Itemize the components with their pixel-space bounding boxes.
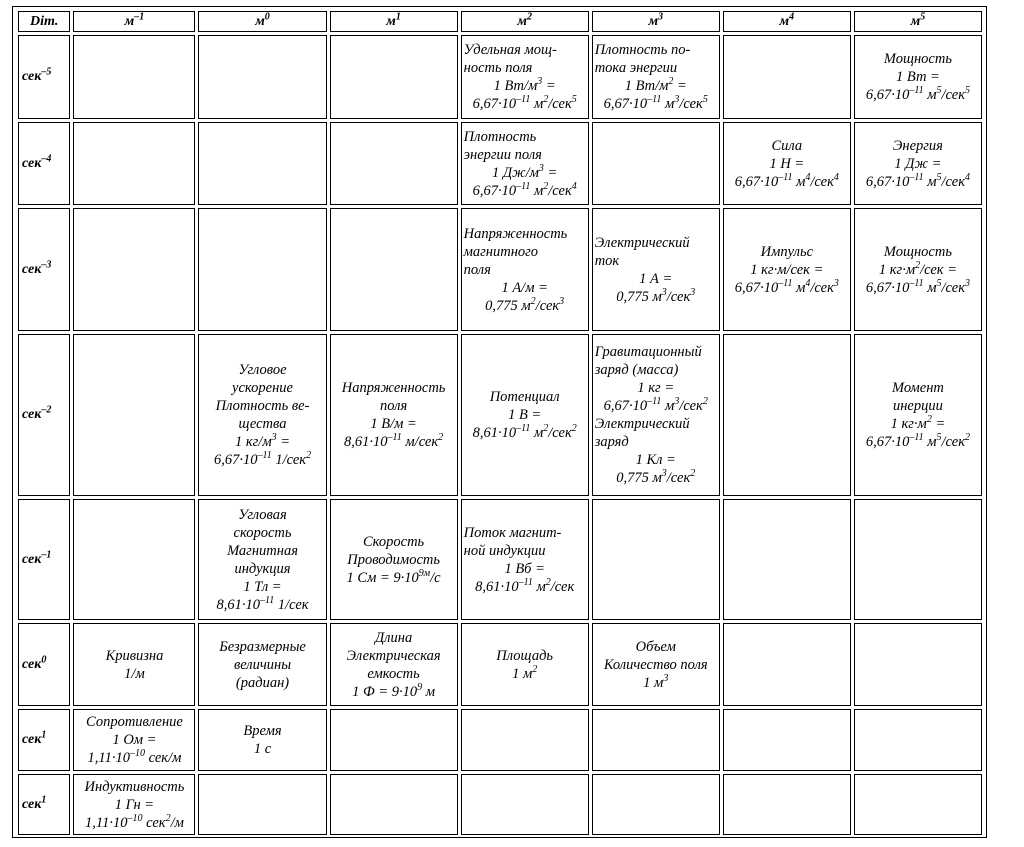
cell-line: скорость bbox=[233, 524, 292, 541]
cell-line: величины bbox=[233, 656, 292, 673]
cell-line: 0,775 $м^3/сек^3$ bbox=[616, 286, 696, 305]
table-cell bbox=[854, 499, 982, 620]
dimension-table bbox=[15, 8, 985, 838]
table-cell bbox=[330, 709, 458, 771]
cell-line: 1 Вб = bbox=[504, 560, 545, 577]
table-row bbox=[18, 122, 982, 205]
table-cell bbox=[592, 499, 720, 620]
cell-line: $1,11\cdot 10^{-10}$ сек/м bbox=[87, 748, 182, 766]
cell-line: емкость bbox=[367, 665, 420, 682]
cell-line: 1 кг = bbox=[637, 380, 675, 396]
cell-line: $6,67\cdot 10^{-11}$ $м^5/сек^2$ bbox=[865, 432, 970, 450]
cell-line: $6,67\cdot 10^{-11}$ $м^3/сек^5$ bbox=[603, 94, 708, 112]
table-cell bbox=[854, 35, 982, 119]
cell-line: 1 А = bbox=[639, 270, 673, 287]
cell-line: Момент bbox=[891, 380, 944, 396]
table-cell bbox=[73, 35, 195, 119]
cell-line: 1 Кл = bbox=[635, 452, 676, 468]
table-row bbox=[18, 623, 982, 706]
table-cell bbox=[592, 774, 720, 835]
header-exponent: 3 bbox=[658, 10, 664, 22]
cell-line: Безразмерные bbox=[219, 638, 306, 655]
cell-line: $6,67\cdot 10^{-11}$ $м^2/сек^4$ bbox=[472, 180, 577, 199]
header-exponent: 2 bbox=[526, 10, 532, 22]
row-label bbox=[18, 334, 70, 496]
table-cell bbox=[854, 208, 982, 331]
cell-line: ность поля bbox=[463, 60, 533, 76]
cell-line: Плотность ве- bbox=[215, 398, 310, 414]
table-cell bbox=[198, 122, 326, 205]
table-cell bbox=[854, 334, 982, 496]
cell-line: Электрический bbox=[594, 416, 690, 432]
cell-line: Плотность по- bbox=[594, 42, 691, 58]
table-cell bbox=[592, 122, 720, 205]
table-cell bbox=[73, 623, 195, 706]
table-cell bbox=[198, 499, 326, 620]
cell-line: 1 В/м = bbox=[370, 416, 417, 432]
cell-line: 1 Н = bbox=[769, 155, 805, 172]
row-label-exponent: 0 bbox=[41, 653, 47, 665]
cell-line: Объем bbox=[635, 638, 676, 655]
table-row bbox=[18, 208, 982, 331]
header-col-m2: $м^0$ bbox=[198, 11, 326, 32]
table-cell bbox=[461, 709, 589, 771]
row-label-exponent: 1 bbox=[41, 729, 47, 741]
row-label-text: сек bbox=[22, 407, 42, 422]
row-label-exponent: –3 bbox=[41, 258, 52, 270]
cell-line: Количество поля bbox=[603, 656, 708, 673]
cell-line: $6,67\cdot 10^{-11}$ $м^3/сек^2$ bbox=[603, 396, 708, 414]
table-cell bbox=[330, 499, 458, 620]
table-cell bbox=[198, 334, 326, 496]
cell-line: $6,67\cdot 10^{-11}$ $м^4/сек^3$ bbox=[734, 277, 839, 296]
table-cell bbox=[198, 623, 326, 706]
cell-line: 1 В = bbox=[508, 407, 542, 423]
table-cell bbox=[723, 623, 851, 706]
table-cell bbox=[330, 334, 458, 496]
cell-line: 1 $Вт/м^3$ = bbox=[493, 76, 556, 94]
row-label bbox=[18, 709, 70, 771]
cell-line: Угловое bbox=[238, 362, 287, 378]
header-col-m7: $м^5$ bbox=[854, 11, 982, 32]
cell-line: Напряженность bbox=[341, 380, 446, 396]
cell-line: Мощность bbox=[883, 243, 952, 260]
table-cell bbox=[73, 122, 195, 205]
table-cell bbox=[854, 774, 982, 835]
cell-line: $6,67\cdot 10^{-11}$ $м^5/сек^4$ bbox=[865, 171, 970, 190]
cell-line: щества bbox=[238, 416, 287, 432]
table-cell bbox=[592, 623, 720, 706]
header-row bbox=[18, 11, 982, 32]
cell-line: Напряженность bbox=[463, 225, 568, 242]
table-cell bbox=[723, 122, 851, 205]
cell-line: Время bbox=[243, 723, 282, 739]
table-cell bbox=[330, 122, 458, 205]
row-label bbox=[18, 499, 70, 620]
cell-line: 1 Вт = bbox=[896, 69, 940, 85]
table-cell bbox=[461, 122, 589, 205]
cell-line: 1 с bbox=[253, 741, 272, 757]
header-exponent: 5 bbox=[920, 10, 926, 22]
cell-line: Индуктивность bbox=[84, 778, 185, 795]
row-label-text: сек bbox=[22, 656, 42, 672]
table-cell bbox=[330, 774, 458, 835]
cell-line: $6,67\cdot 10^{-11}$ $м^4/сек^4$ bbox=[734, 171, 839, 190]
table-cell bbox=[461, 623, 589, 706]
cell-line: $6,67\cdot 10^{-11}$ $м^5/сек^5$ bbox=[865, 85, 970, 103]
cell-line: Гравитационный bbox=[594, 344, 702, 360]
cell-line: $6,67\cdot 10^{-11}$ $м^5/сек^3$ bbox=[865, 277, 970, 296]
cell-line: 1 Дж = bbox=[894, 155, 942, 172]
cell-line: 1 $м^3$ bbox=[643, 672, 669, 691]
cell-line: ток bbox=[594, 252, 620, 269]
cell-line: Площадь bbox=[496, 647, 554, 664]
cell-line: 1 Ом = bbox=[112, 732, 157, 748]
row-label-exponent: 1 bbox=[41, 793, 47, 805]
header-exponent: –1 bbox=[134, 10, 145, 22]
cell-line: тока энергии bbox=[594, 60, 678, 76]
cell-line: Сопротивление bbox=[86, 714, 183, 730]
row-label bbox=[18, 774, 70, 835]
cell-line: Поток магнит- bbox=[463, 524, 562, 541]
table-cell bbox=[330, 208, 458, 331]
cell-line: 1 $кг\cdot м^2$ = bbox=[890, 414, 946, 432]
table-cell bbox=[723, 709, 851, 771]
table-cell bbox=[723, 35, 851, 119]
cell-line: Сила bbox=[771, 137, 803, 154]
table-row bbox=[18, 334, 982, 496]
table-cell bbox=[73, 709, 195, 771]
table-cell bbox=[592, 709, 720, 771]
cell-line: Плотность bbox=[463, 128, 537, 145]
table-cell bbox=[461, 35, 589, 119]
cell-line: Потенциал bbox=[489, 389, 560, 405]
cell-line: Электрический bbox=[594, 234, 690, 251]
header-col-m4: $м^2$ bbox=[461, 11, 589, 32]
cell-line: индукция bbox=[234, 560, 291, 577]
cell-line: 1 Гн = bbox=[114, 796, 155, 813]
cell-line: 1 $кг\cdot м^2$/сек = bbox=[878, 259, 957, 278]
table-cell bbox=[461, 334, 589, 496]
row-label-text: сек bbox=[22, 732, 42, 747]
table-cell bbox=[330, 35, 458, 119]
header-exponent: 4 bbox=[789, 10, 795, 22]
header-exponent: 1 bbox=[395, 10, 401, 22]
row-label-text: сек bbox=[22, 155, 42, 171]
cell-line: заряд bbox=[594, 434, 629, 450]
table-cell bbox=[723, 499, 851, 620]
cell-line: ускорение bbox=[232, 380, 293, 396]
table-cell bbox=[198, 208, 326, 331]
row-label bbox=[18, 623, 70, 706]
cell-line: 1 $м^2$ bbox=[512, 663, 538, 682]
table-cell bbox=[73, 499, 195, 620]
cell-line: $8,61\cdot 10^{-11}$ $м^2/сек^2$ bbox=[472, 423, 577, 441]
table-cell bbox=[330, 623, 458, 706]
cell-line: Длина bbox=[374, 629, 413, 646]
cell-line: Электрическая bbox=[346, 647, 441, 664]
table-row bbox=[18, 35, 982, 119]
cell-line: Магнитная bbox=[227, 542, 298, 559]
cell-line: 1 $Ф = 9\cdot 10^9$ м bbox=[352, 681, 435, 700]
cell-line: 1/м bbox=[124, 665, 145, 682]
table-cell bbox=[73, 208, 195, 331]
cell-line: Импульс bbox=[760, 243, 814, 260]
cell-line: Кривизна bbox=[105, 647, 164, 664]
table-cell bbox=[198, 709, 326, 771]
cell-line: $8,61\cdot 10^{-11}$ $м^2$/сек bbox=[475, 576, 575, 595]
header-dim-label: Dim. bbox=[18, 11, 70, 32]
table-cell bbox=[73, 334, 195, 496]
cell-line: Проводимость bbox=[347, 551, 440, 568]
row-label-text: сек bbox=[22, 796, 42, 812]
table-row bbox=[18, 499, 982, 620]
cell-line: 1 Тл = bbox=[243, 578, 282, 595]
header-exponent: 0 bbox=[264, 10, 270, 22]
row-label bbox=[18, 122, 70, 205]
header-col-m3: $м^1$ bbox=[330, 11, 458, 32]
row-label-exponent: –5 bbox=[41, 66, 52, 78]
cell-line: Угловая bbox=[238, 506, 287, 523]
header-col-m5: $м^3$ bbox=[592, 11, 720, 32]
cell-line: Мощность bbox=[883, 51, 952, 67]
cell-line: заряд (масса) bbox=[594, 362, 679, 378]
cell-line: магнитного bbox=[463, 243, 539, 260]
table-cell bbox=[723, 774, 851, 835]
table-cell bbox=[854, 709, 982, 771]
table-cell bbox=[854, 623, 982, 706]
cell-line: $6,67\cdot 10^{-11}$ $м^2/сек^5$ bbox=[472, 94, 577, 112]
table-cell bbox=[592, 208, 720, 331]
table-cell bbox=[592, 35, 720, 119]
cell-line: 1 кг·м/сек = bbox=[750, 261, 824, 278]
cell-line: 0,775 $м^3/сек^2$ bbox=[616, 468, 696, 486]
cell-line: $1,11\cdot 10^{-10}$ сек$^2$/м bbox=[85, 812, 184, 831]
cell-line: инерции bbox=[892, 398, 943, 414]
row-label-text: сек bbox=[22, 261, 42, 277]
header-col-m1: $м^{-1}$ bbox=[73, 11, 195, 32]
cell-line: 0,775 $м^2/сек^3$ bbox=[485, 295, 565, 314]
cell-line: 1 См = $9\cdot 10^{9м}/с$ bbox=[346, 567, 441, 586]
table-cell bbox=[854, 122, 982, 205]
row-label-exponent: –1 bbox=[41, 548, 52, 560]
cell-line: (радиан) bbox=[235, 674, 290, 691]
table-cell bbox=[461, 774, 589, 835]
cell-line: Скорость bbox=[363, 533, 425, 550]
cell-line: энергии поля bbox=[463, 146, 542, 163]
header-col-m6: $м^4$ bbox=[723, 11, 851, 32]
table-row bbox=[18, 709, 982, 771]
row-label-text: сек bbox=[22, 551, 42, 567]
table-cell bbox=[592, 334, 720, 496]
cell-line: $8,61\cdot 10^{-11}$ 1/сек bbox=[216, 594, 309, 613]
row-label-exponent: –4 bbox=[41, 152, 52, 164]
table-cell bbox=[198, 774, 326, 835]
cell-line: Энергия bbox=[892, 137, 943, 154]
cell-line: 1 $кг/м^3$ = bbox=[234, 432, 291, 450]
cell-line: 1 А/м = bbox=[501, 279, 548, 296]
table-cell bbox=[461, 499, 589, 620]
table-cell bbox=[198, 35, 326, 119]
cell-line: ной индукции bbox=[463, 542, 546, 559]
table-cell bbox=[73, 774, 195, 835]
row-label-text: сек bbox=[22, 69, 42, 84]
cell-line: 1 $Вт/м^2$ = bbox=[624, 76, 687, 94]
table-row bbox=[18, 774, 982, 835]
table-cell bbox=[723, 208, 851, 331]
cell-line: 1 $Дж/м^3$ = bbox=[492, 162, 558, 181]
cell-line: $8,61\cdot 10^{-11}$ м/сек$^2$ bbox=[344, 432, 444, 450]
cell-line: $6,67\cdot 10^{-11}$ 1/сек$^2$ bbox=[213, 450, 312, 468]
table-cell bbox=[723, 334, 851, 496]
row-label-exponent: –2 bbox=[41, 404, 52, 416]
row-label bbox=[18, 35, 70, 119]
cell-line: поля bbox=[463, 261, 491, 278]
table-cell bbox=[461, 208, 589, 331]
cell-line: Удельная мощ- bbox=[463, 42, 557, 58]
cell-line: поля bbox=[379, 398, 408, 414]
row-label bbox=[18, 208, 70, 331]
